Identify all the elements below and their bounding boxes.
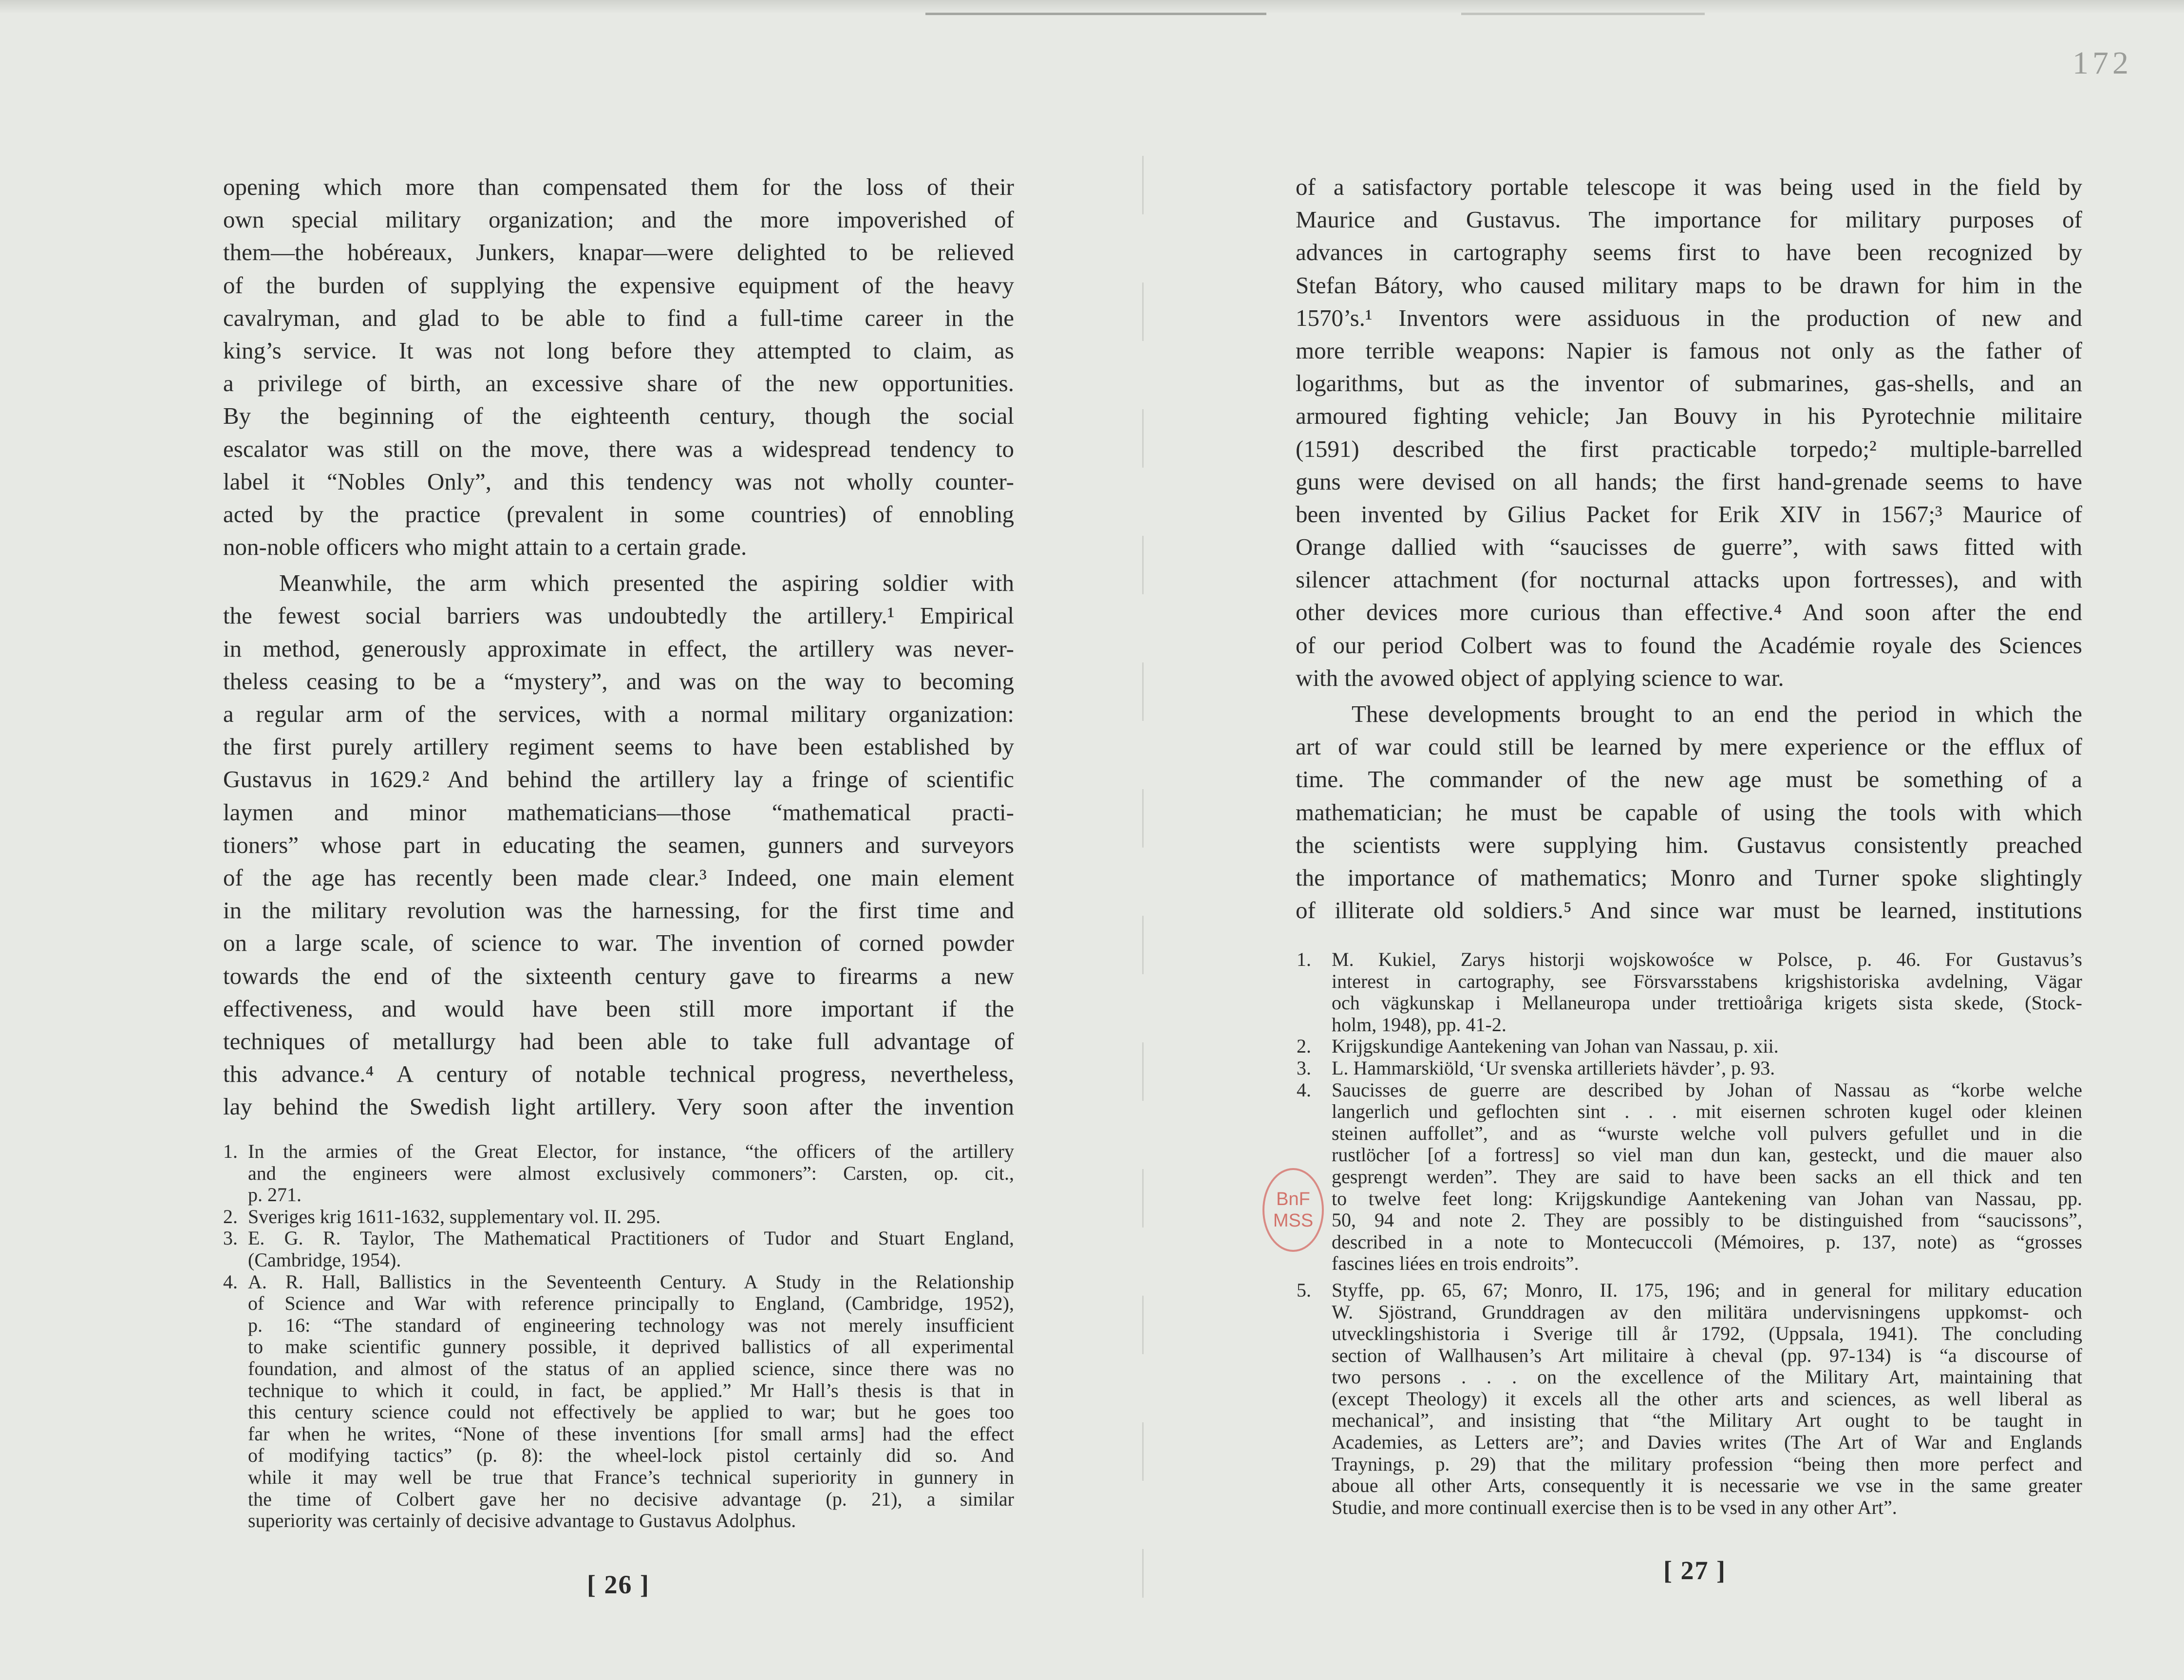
text-line: opening which more than compensated them for the loss of their: [223, 173, 1014, 200]
footnote-line: interest in cartography, see Försvarsstabens krigshistoriska avdelning, Vägar: [1332, 970, 2082, 992]
footnote-line: Studie, and more continuall exercise then is to be vsed in any other Art”.: [1332, 1496, 1897, 1518]
footnote: [1297, 1079, 2082, 1275]
text-line: king’s service. It was not long before they attempted to claim, as: [223, 337, 1014, 364]
text-line: non-noble officers who might attain to a certain grade.: [223, 533, 747, 561]
footnote-line: of Science and War with reference principally to England, (Cambridge, 1952),: [248, 1293, 1014, 1315]
footnote-line: L. Hammarskiöld, ‘Ur svenska artilleriets hävder’, p. 93.: [1332, 1057, 1775, 1079]
footnote-line: rustlöcher [of a fortress] so viel man dun kan, gesteckt, und die mauer also: [1332, 1144, 2082, 1166]
footnote: [1297, 1036, 2082, 1057]
footnote-line: Krijgskundige Aantekening van Johan van Nassau, p. xii.: [1332, 1036, 1779, 1057]
text-line: of a satisfactory portable telescope it was being used in the field by: [1296, 173, 2082, 200]
footnote-number: 3.: [1297, 1057, 1311, 1079]
text-line: of illiterate old soldiers.⁵ And since war must be learned, institutions: [1296, 897, 2082, 924]
text-line: label it “Nobles Only”, and this tendency was not wholly counter-: [223, 468, 1014, 495]
footnote-line: W. Sjöstrand, Grunddragen av den militära undervisningens uppkomst- och: [1332, 1301, 2082, 1323]
footnote-line: to twelve feet long: Krijgskundige Aantekening van Johan van Nassau, pp.: [1332, 1188, 2082, 1209]
footnote: [1297, 949, 2082, 1036]
text-line: escalator was still on the move, there was a widespread tendency to: [223, 435, 1014, 462]
page-number-left: [ 26 ]: [587, 1570, 650, 1599]
stamp-text: MSS: [1273, 1210, 1314, 1231]
text-line: the importance of mathematics; Monro and Turner spoke slightingly: [1296, 864, 2082, 891]
footnote-line: technique to which it could, in fact, be applied.” Mr Hall’s thesis is that in: [248, 1379, 1014, 1401]
left-page-footnotes: [223, 1141, 1014, 1532]
text-line: armoured fighting vehicle; Jan Bouvy in his Pyrotechnie militaire: [1296, 402, 2082, 430]
footnote-line: section of Wallhausen’s Art militaire à cheval (pp. 97-134) is “a discourse of: [1332, 1344, 2082, 1366]
text-line: more terrible weapons: Napier is famous not only as the father of: [1296, 337, 2082, 364]
text-line: other devices more curious than effective.⁴ And soon after the end: [1296, 599, 2082, 626]
footnote-line: and the engineers were almost exclusively commoners”: Carsten, op. cit.,: [248, 1162, 1014, 1184]
library-stamp: [1262, 1168, 1324, 1252]
footnote-line: Academies, as Letters are”; and Davies writes (The Art of War and Englands: [1332, 1432, 2082, 1453]
text-line: By the beginning of the eighteenth century, though the social: [223, 402, 1014, 430]
right-page-body: [1296, 170, 2082, 926]
footnote-line: langerlich und geflochten sint . . . mit eisernen schroten kugel oder kleinen: [1332, 1101, 2082, 1123]
footnote-line: M. Kukiel, Zarys historji wojskowośce w Polsce, p. 46. For Gustavus’s: [1332, 949, 2082, 970]
footnote: [223, 1227, 1014, 1271]
footnote-line: far when he writes, “None of these inventions [for small arms] had the effect: [248, 1423, 1014, 1445]
footnote-line: Traynings, p. 29) that the military profession “being then more perfect and: [1332, 1453, 2082, 1475]
footnote-line: (except Theology) it excels all the other arts and sciences, as well liberal as: [1332, 1388, 2082, 1410]
text-line: tioners” whose part in educating the seamen, gunners and surveyors: [223, 831, 1014, 858]
text-line: been invented by Gilius Packet for Erik XIV in 1567;³ Maurice of: [1296, 500, 2082, 528]
footnote-line: Styffe, pp. 65, 67; Monro, II. 175, 196; and in general for military education: [1332, 1279, 2082, 1301]
text-line: on a large scale, of science to war. The invention of corned powder: [223, 929, 1014, 957]
footnote-number: 1.: [1297, 948, 1311, 970]
text-line: the scientists were supplying him. Gustavus consistently preached: [1296, 831, 2082, 858]
footnote: [1297, 1057, 2082, 1079]
text-line: Maurice and Gustavus. The importance for military purposes of: [1296, 206, 2082, 233]
text-line: time. The commander of the new age must be something of a: [1296, 766, 2082, 793]
footnote-line: of modifying tactics” (p. 8): the wheel-lock pistol certainly did so. And: [248, 1445, 1014, 1467]
paragraph: [1296, 698, 2082, 926]
text-line: effectiveness, and would have been still more important if the: [223, 995, 1014, 1022]
footnote-line: 50, 94 and note 2. They are possibly to be distinguished from “saucissons”,: [1332, 1209, 2082, 1231]
footnote-line: E. G. R. Taylor, The Mathematical Practitioners of Tudor and Stuart England,: [248, 1227, 1014, 1249]
text-line: cavalryman, and glad to be able to find a full-time career in the: [223, 304, 1014, 331]
text-line: silencer attachment (for nocturnal attacks upon fortresses), and with: [1296, 566, 2082, 593]
footnote-number: 5.: [1297, 1279, 1311, 1301]
text-line: Stefan Bátory, who caused military maps to be drawn for him in the: [1296, 271, 2082, 299]
text-line: guns were devised on all hands; the first hand-grenade seems to have: [1296, 468, 2082, 495]
footnote-line: this century science could not effectively be applied to war; but he goes too: [248, 1401, 1014, 1423]
footnote-line: In the armies of the Great Elector, for instance, “the officers of the artillery: [248, 1141, 1014, 1162]
footnote-line: steinen auffollet”, and as “wurste welche voll pulvers gefullet und in die: [1332, 1122, 2082, 1144]
text-line: of the age has recently been made clear.³ Indeed, one main element: [223, 864, 1014, 891]
footnote-number: 4.: [1297, 1078, 1311, 1101]
footnote-number: 3.: [223, 1227, 238, 1249]
footnote-line: p. 16: “The standard of engineering technology was not merely insufficient: [248, 1314, 1014, 1336]
footnote-line: aboue all other Arts, consequently it is necessarie we vse in the same greater: [1332, 1475, 2082, 1497]
scan-top-edge: [0, 0, 2184, 14]
text-line: mathematician; he must be capable of using the tools with which: [1296, 798, 2082, 826]
footnote-number: 2.: [1297, 1035, 1311, 1057]
page-gutter: [1142, 88, 1144, 1598]
text-line: towards the end of the sixteenth century gave to firearms a new: [223, 962, 1014, 989]
footnote-line: Sveriges krig 1611-1632, supplementary vol. II. 295.: [248, 1206, 661, 1227]
text-line: advances in cartography seems first to have been recognized by: [1296, 239, 2082, 266]
footnote-line: superiority was certainly of decisive advantage to Gustavus Adolphus.: [248, 1510, 796, 1532]
footnote-line: two persons . . . on the excellence of the Military Art, maintaining that: [1332, 1366, 2082, 1388]
text-line: in method, generously approximate in effect, the artillery was never-: [223, 635, 1014, 662]
footnote-number: 4.: [223, 1270, 238, 1293]
folio-number: 172: [2072, 45, 2132, 81]
footnote-line: foundation, and almost of the status of an applied science, since there was no: [248, 1358, 1014, 1379]
footnote-line: described in a note to Montecuccoli (Mémoires, p. 137, note) as “grosses: [1332, 1231, 2082, 1253]
text-line: techniques of metallurgy had been able to take full advantage of: [223, 1027, 1014, 1055]
text-line: acted by the practice (prevalent in some countries) of ennobling: [223, 500, 1014, 528]
right-page-footnotes: [1297, 949, 2082, 1518]
page-number-right: [ 27 ]: [1663, 1556, 1726, 1585]
footnote-line: gesprengt werden”. They are said to have been sacks an ell thick and ten: [1332, 1166, 2082, 1188]
footnote: [223, 1141, 1014, 1206]
footnote-line: Saucisses de guerre are described by Johan of Nassau as “korbe welche: [1332, 1079, 2082, 1101]
footnote-line: holm, 1948), pp. 41-2.: [1332, 1014, 1506, 1036]
left-page-body: [223, 170, 1014, 1123]
text-line: Meanwhile, the arm which presented the aspiring soldier with: [279, 569, 1014, 597]
footnote-line: while it may well be true that France’s technical superiority in gunnery in: [248, 1466, 1014, 1488]
text-line: 1570’s.¹ Inventors were assiduous in the production of new and: [1296, 304, 2082, 331]
footnote-line: fascines liées en trois endroits”.: [1332, 1253, 1579, 1275]
paragraph: [223, 566, 1014, 1123]
text-line: art of war could still be learned by mere experience or the efflux of: [1296, 733, 2082, 760]
scan-artifact: [1461, 13, 1705, 15]
footnote-line: och vägkunskap i Mellaneuropa under trettioåriga krigets sista skede, (Stock-: [1332, 992, 2082, 1014]
footnote: [1297, 1280, 2082, 1519]
text-line: laymen and minor mathematicians—those “mathematical practi-: [223, 798, 1014, 826]
footnote-line: (Cambridge, 1954).: [248, 1249, 401, 1271]
text-line: Orange dallied with “saucisses de guerre”, with saws fitted with: [1296, 533, 2082, 561]
text-line: the first purely artillery regiment seems to have been established by: [223, 733, 1014, 760]
text-line: theless ceasing to be a “mystery”, and was on the way to becoming: [223, 667, 1014, 695]
footnote-number: 2.: [223, 1205, 238, 1227]
stamp-text: BnF: [1276, 1189, 1310, 1209]
footnote-line: utvecklingshistoria i Sverige till år 1792, (Uppsala, 1941). The concluding: [1332, 1323, 2082, 1345]
text-line: them—the hobéreaux, Junkers, knapar—were delighted to be relieved: [223, 239, 1014, 266]
text-line: of the burden of supplying the expensive equipment of the heavy: [223, 271, 1014, 299]
paragraph: [223, 170, 1014, 563]
text-line: These developments brought to an end the period in which the: [1352, 700, 2082, 727]
footnote-line: mechanical”, and insisting that “the Military Art ought to be taught in: [1332, 1410, 2082, 1432]
text-line: the fewest social barriers was undoubtedly the artillery.¹ Empirical: [223, 602, 1014, 629]
text-line: Gustavus in 1629.² And behind the artillery lay a fringe of scientific: [223, 766, 1014, 793]
text-line: logarithms, but as the inventor of submarines, gas-shells, and an: [1296, 370, 2082, 397]
paragraph: [1296, 170, 2082, 694]
text-line: in the military revolution was the harnessing, for the first time and: [223, 897, 1014, 924]
text-line: lay behind the Swedish light artillery. Very soon after the invention: [223, 1093, 1014, 1120]
text-line: of our period Colbert was to found the Académie royale des Sciences: [1296, 631, 2082, 659]
footnote-line: the time of Colbert gave her no decisive advantage (p. 21), a similar: [248, 1488, 1014, 1510]
footnote: [223, 1206, 1014, 1228]
scan-artifact: [925, 13, 1266, 15]
text-line: (1591) described the first practicable torpedo;² multiple-barrelled: [1296, 435, 2082, 462]
text-line: this advance.⁴ A century of notable technical progress, nevertheless,: [223, 1060, 1014, 1088]
text-line: with the avowed object of applying science to war.: [1296, 664, 1784, 691]
footnote: [223, 1271, 1014, 1532]
footnote-line: to make scientific gunnery possible, it deprived ballistics of all experimental: [248, 1336, 1014, 1358]
footnote-number: 1.: [223, 1140, 238, 1162]
text-line: a privilege of birth, an excessive share of the new opportunities.: [223, 370, 1014, 397]
footnote-line: A. R. Hall, Ballistics in the Seventeenth Century. A Study in the Relationship: [248, 1271, 1014, 1293]
text-line: a regular arm of the services, with a normal military organization:: [223, 700, 1014, 727]
footnote-line: p. 271.: [248, 1184, 301, 1206]
text-line: own special military organization; and the more impoverished of: [223, 206, 1014, 233]
